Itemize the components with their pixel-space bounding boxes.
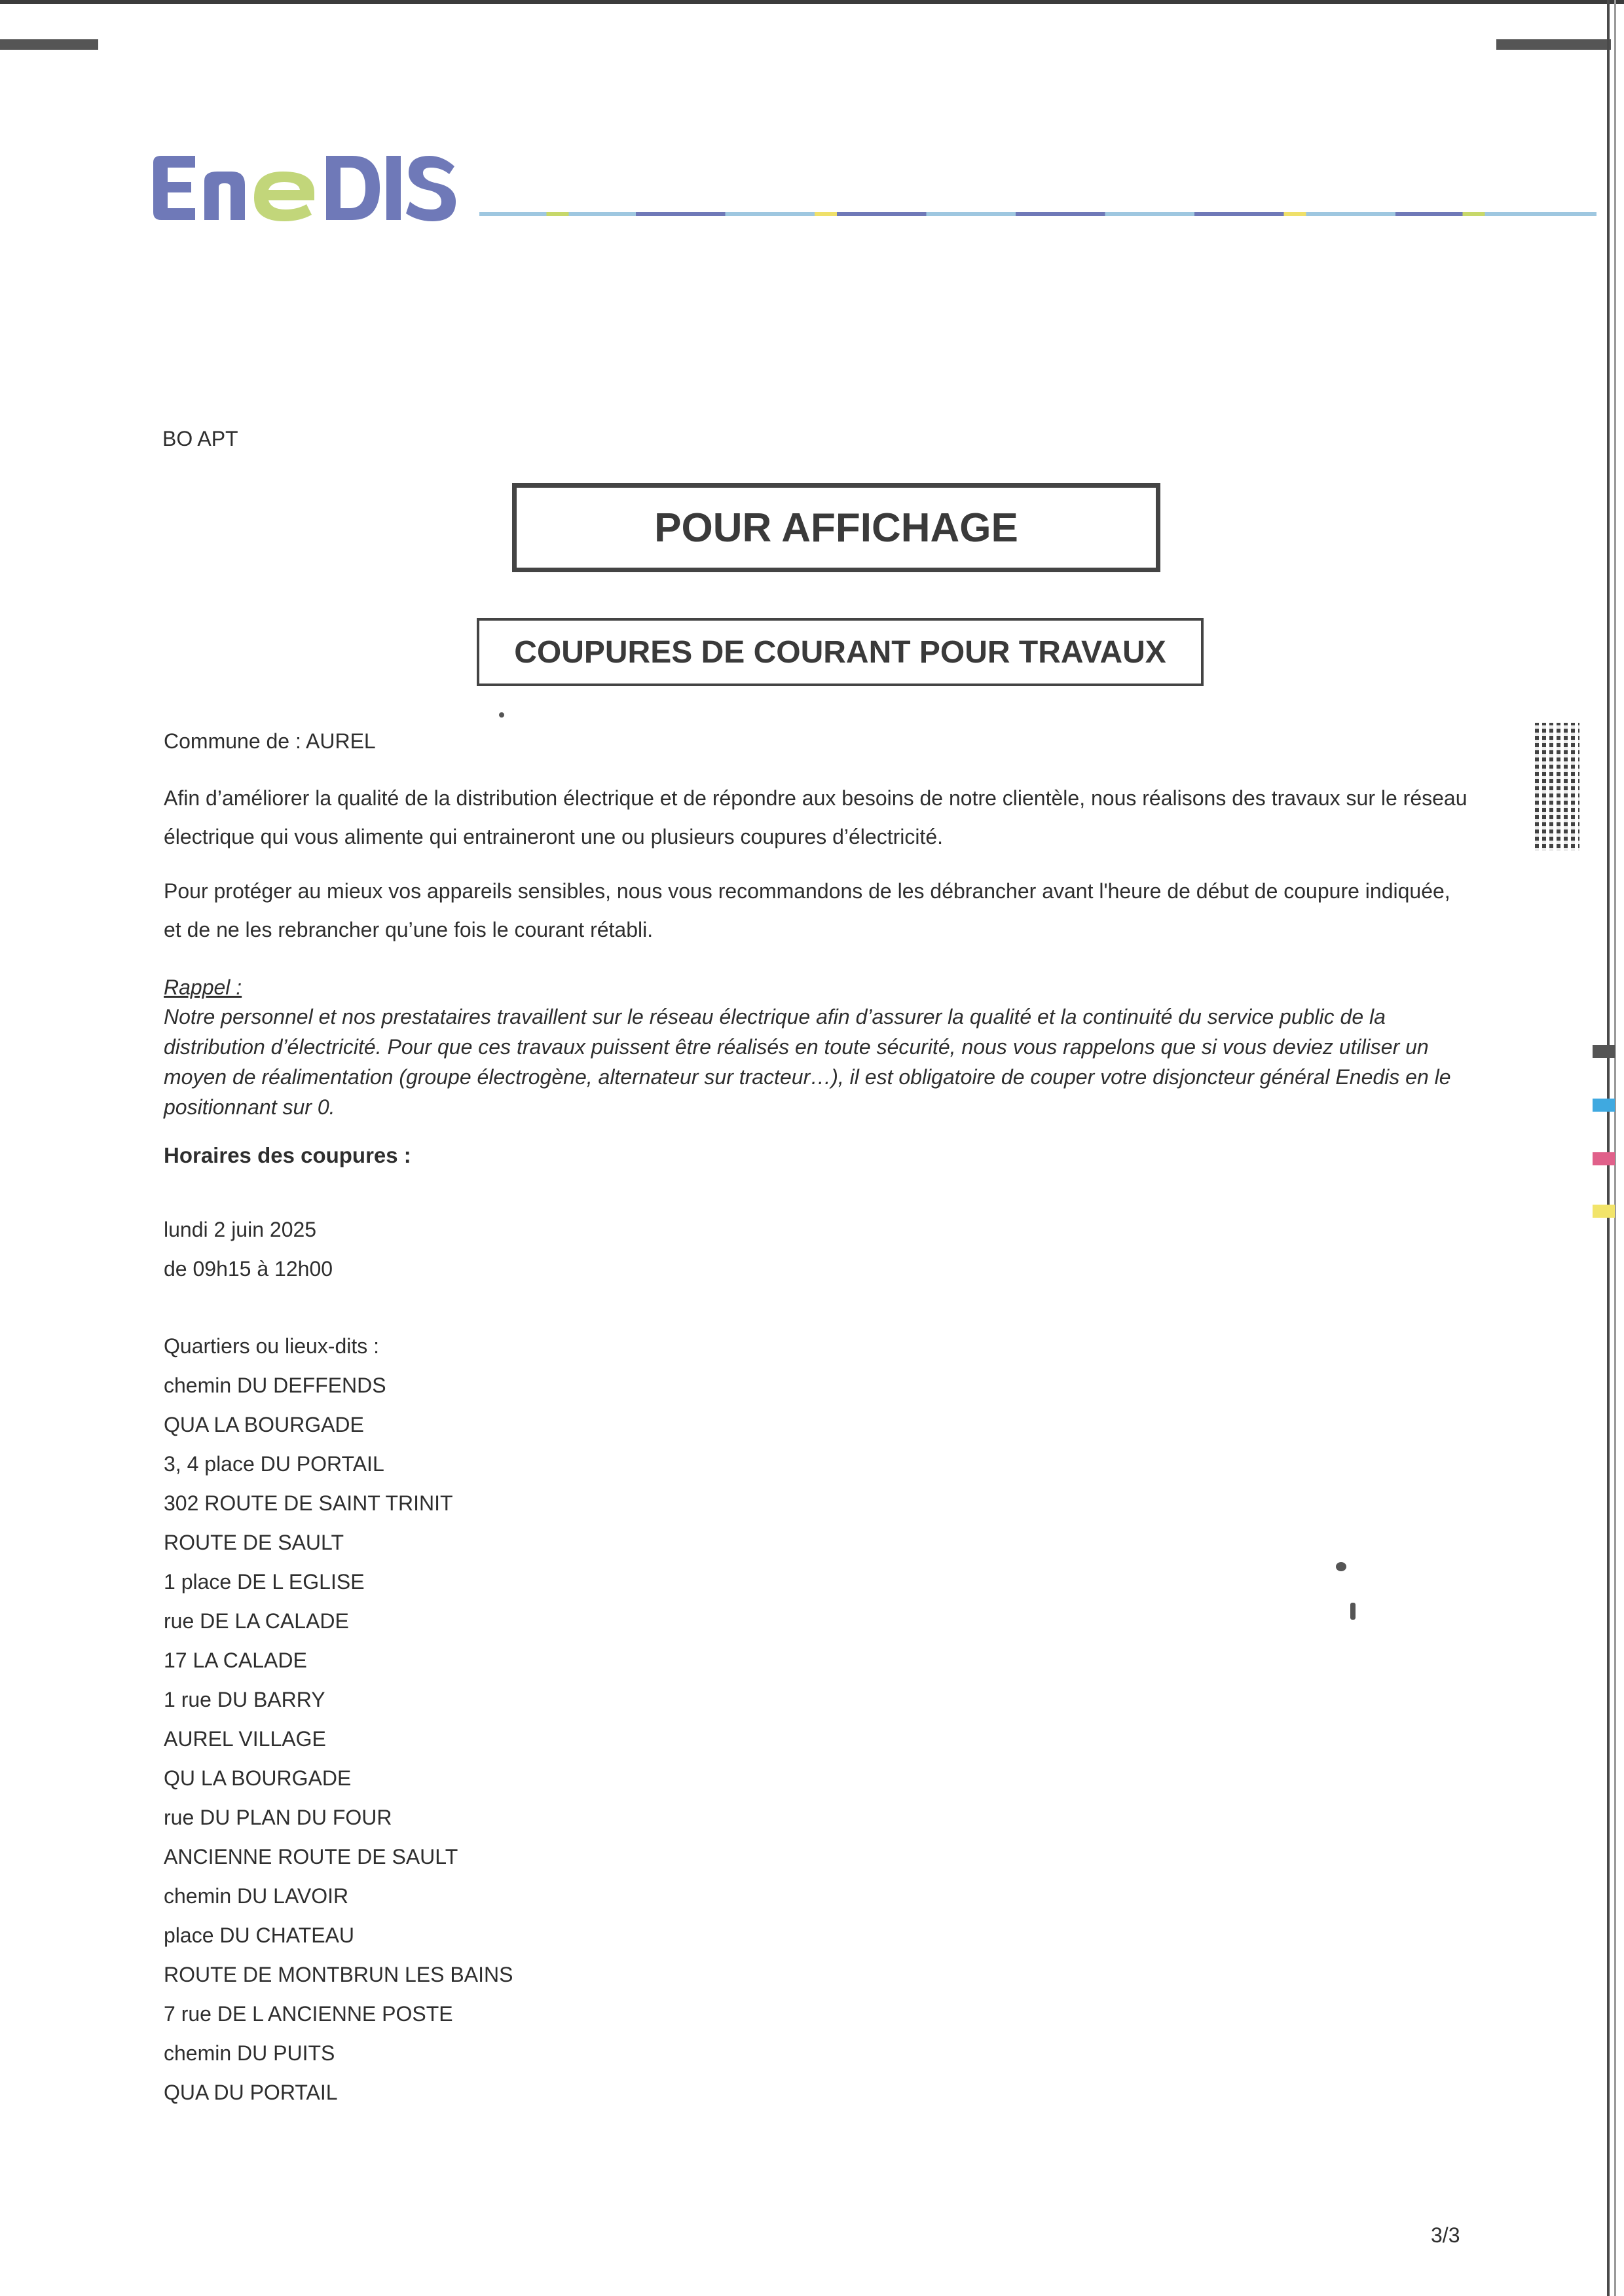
locations-list bbox=[164, 1366, 513, 2112]
list-item: 7 rue DE L ANCIENNE POSTE bbox=[164, 2002, 453, 2026]
page-number: 3/3 bbox=[1431, 2223, 1460, 2247]
list-item: 17 LA CALADE bbox=[164, 1649, 307, 1672]
list-item: chemin DU DEFFENDS bbox=[164, 1374, 386, 1397]
scan-edge bbox=[1614, 0, 1616, 2296]
list-item: AUREL VILLAGE bbox=[164, 1727, 326, 1751]
scan-speck bbox=[1350, 1603, 1356, 1620]
list-item: 1 rue DU BARRY bbox=[164, 1688, 325, 1711]
header-rule bbox=[479, 212, 1596, 216]
office-code: BO APT bbox=[162, 427, 238, 450]
scan-edge bbox=[1607, 0, 1610, 2296]
list-item: QU LA BOURGADE bbox=[164, 1766, 352, 1790]
page-title: POUR AFFICHAGE bbox=[654, 505, 1018, 551]
list-item: QUA DU PORTAIL bbox=[164, 2081, 338, 2104]
scan-speck bbox=[1336, 1562, 1346, 1571]
list-item: 1 place DE L EGLISE bbox=[164, 1570, 365, 1594]
outage-time: de 09h15 à 12h00 bbox=[164, 1257, 333, 1281]
color-calibration-mark bbox=[1593, 1099, 1615, 1112]
list-item: rue DU PLAN DU FOUR bbox=[164, 1806, 392, 1829]
color-calibration-mark bbox=[1593, 1152, 1615, 1165]
color-calibration-mark bbox=[1593, 1205, 1615, 1218]
page-subtitle: COUPURES DE COURANT POUR TRAVAUX bbox=[514, 634, 1166, 670]
color-calibration-mark bbox=[1593, 1045, 1615, 1058]
list-item: place DU CHATEAU bbox=[164, 1923, 355, 1947]
reminder-text: Notre personnel et nos prestataires travaillent sur le réseau électrique afin d’assurer la qualité et la continuité du service public de la distribution d’électricité. Pour que ces travaux puissent être réalisés en toute sécurité, nous vous rappelons que si vous deviez utiliser un moyen de réalimentation (groupe électrogène, alternateur sur tracteur…), il est obligatoire de couper votre disjoncteur général Enedis en le positionnant sur 0. bbox=[164, 1005, 1451, 1119]
list-item: 302 ROUTE DE SAINT TRINIT bbox=[164, 1491, 453, 1515]
schedule-heading: Horaires des coupures : bbox=[164, 1143, 411, 1167]
locations-label: Quartiers ou lieux-dits : bbox=[164, 1334, 380, 1358]
list-item: ROUTE DE MONTBRUN LES BAINS bbox=[164, 1963, 513, 1986]
scan-speck bbox=[499, 712, 504, 718]
reminder-label: Rappel : bbox=[164, 975, 242, 999]
posting-title-box bbox=[512, 483, 1160, 572]
list-item: 3, 4 place DU PORTAIL bbox=[164, 1452, 384, 1476]
outage-date: lundi 2 juin 2025 bbox=[164, 1218, 317, 1241]
subtitle-box bbox=[477, 618, 1204, 686]
list-item: rue DE LA CALADE bbox=[164, 1609, 349, 1633]
list-item: ROUTE DE SAULT bbox=[164, 1531, 344, 1554]
advice-paragraph: Pour protéger au mieux vos appareils sensibles, nous vous recommandons de les débrancher avant l'heure de début de coupure indiquée, et de ne les rebrancher qu’une fois le courant rétabli. bbox=[164, 879, 1450, 941]
list-item: ANCIENNE ROUTE DE SAULT bbox=[164, 1845, 458, 1868]
list-item: chemin DU LAVOIR bbox=[164, 1884, 349, 1908]
enedis-logo bbox=[149, 152, 457, 224]
list-item: chemin DU PUITS bbox=[164, 2041, 335, 2065]
list-item: QUA LA BOURGADE bbox=[164, 1413, 364, 1436]
scan-edge bbox=[0, 0, 1624, 4]
datamatrix-pattern bbox=[1535, 723, 1579, 851]
registration-mark bbox=[1496, 39, 1611, 50]
registration-mark bbox=[0, 39, 98, 50]
intro-paragraph: Afin d’améliorer la qualité de la distribution électrique et de répondre aux besoins de notre clientèle, nous réalisons des travaux sur le réseau électrique qui vous alimente qui entraineront une ou plusieurs coupures d’électricité. bbox=[164, 786, 1467, 848]
commune-label: Commune de : AUREL bbox=[164, 729, 376, 753]
